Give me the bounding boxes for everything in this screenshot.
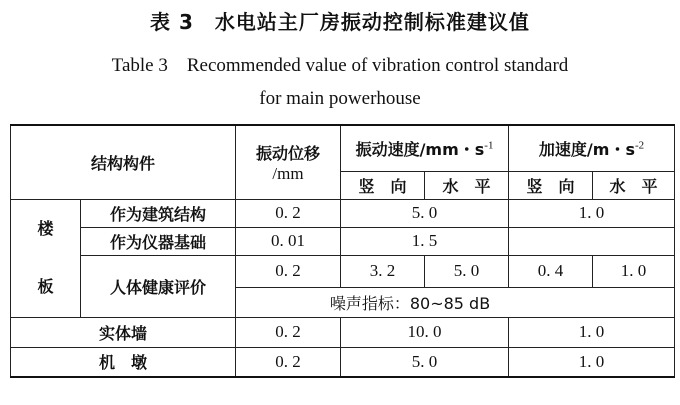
row-building-acceleration: 1. 0 bbox=[509, 199, 675, 227]
row-building-name: 作为建筑结构 bbox=[81, 199, 236, 227]
row-wall-displacement: 0. 2 bbox=[236, 317, 341, 347]
table-row bbox=[11, 227, 675, 255]
row-instrument-velocity: 1. 5 bbox=[341, 227, 509, 255]
header-acceleration-horizontal: 水 平 bbox=[593, 171, 675, 199]
header-displacement-label: 振动位移 bbox=[256, 143, 321, 163]
header-velocity-vertical: 竖 向 bbox=[341, 171, 425, 199]
table-row bbox=[11, 347, 675, 377]
row-building-velocity: 5. 0 bbox=[341, 199, 509, 227]
table-title-english: Table 3 Recommended value of vibration control standard bbox=[111, 55, 569, 76]
row-health-noise-index: 噪声指标：80~85 dB bbox=[236, 287, 675, 317]
floor-slab-label bbox=[11, 199, 81, 317]
header-velocity-horizontal: 水 平 bbox=[425, 171, 509, 199]
floor-slab-label-bottom: 板 bbox=[37, 277, 54, 296]
header-displacement-unit: /mm bbox=[272, 163, 304, 183]
vibration-standard-table bbox=[10, 124, 675, 378]
row-health-velocity-vertical: 3. 2 bbox=[341, 255, 425, 287]
row-pier-name: 机 墩 bbox=[11, 347, 236, 377]
table-title-english-line2: for main powerhouse bbox=[259, 88, 421, 109]
header-acceleration-exp: -2 bbox=[634, 139, 645, 152]
row-wall-acceleration: 1. 0 bbox=[509, 317, 675, 347]
row-health-acceleration-vertical: 0. 4 bbox=[509, 255, 593, 287]
header-acceleration-vertical: 竖 向 bbox=[509, 171, 593, 199]
row-health-displacement: 0. 2 bbox=[236, 255, 341, 287]
row-wall-name: 实体墙 bbox=[11, 317, 236, 347]
row-health-acceleration-horizontal: 1. 0 bbox=[593, 255, 675, 287]
table-row bbox=[11, 199, 675, 227]
row-building-displacement: 0. 2 bbox=[236, 199, 341, 227]
row-instrument-name: 作为仪器基础 bbox=[81, 227, 236, 255]
row-wall-velocity: 10. 0 bbox=[341, 317, 509, 347]
header-acceleration bbox=[509, 125, 675, 171]
row-health-name: 人体健康评价 bbox=[81, 255, 236, 317]
row-instrument-displacement: 0. 01 bbox=[236, 227, 341, 255]
table-title-chinese: 表 3 水电站主厂房振动控制标准建议值 bbox=[150, 10, 530, 34]
row-instrument-acceleration bbox=[509, 227, 675, 255]
table-row bbox=[11, 317, 675, 347]
row-pier-acceleration: 1. 0 bbox=[509, 347, 675, 377]
header-velocity-label: 振动速度/mm・s bbox=[355, 139, 485, 159]
table-row bbox=[11, 255, 675, 287]
header-component: 结构构件 bbox=[11, 125, 236, 199]
header-velocity bbox=[341, 125, 509, 171]
row-pier-velocity: 5. 0 bbox=[341, 347, 509, 377]
row-pier-displacement: 0. 2 bbox=[236, 347, 341, 377]
floor-slab-label-top: 楼 bbox=[37, 219, 54, 238]
header-acceleration-label: 加速度/m・s bbox=[538, 139, 635, 159]
row-health-velocity-horizontal: 5. 0 bbox=[425, 255, 509, 287]
header-displacement bbox=[236, 125, 341, 199]
header-velocity-exp: -1 bbox=[484, 139, 494, 152]
header-row bbox=[11, 125, 675, 171]
